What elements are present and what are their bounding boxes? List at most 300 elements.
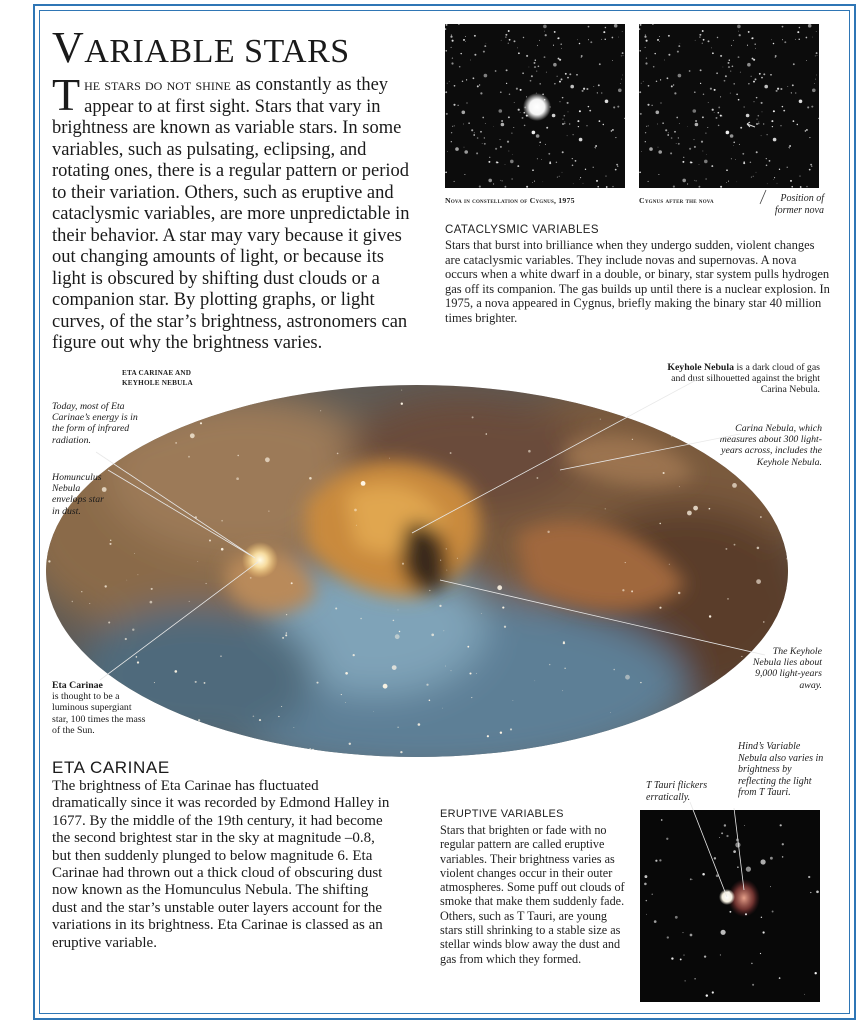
star-dot: [752, 984, 754, 986]
star-dot: [454, 85, 456, 87]
star-dot: [761, 135, 762, 136]
star-dot: [524, 106, 526, 108]
star-dot: [549, 664, 550, 665]
star-dot: [695, 40, 696, 41]
star-dot: [699, 164, 700, 165]
star-dot: [505, 34, 507, 36]
star-dot: [621, 55, 622, 56]
star-dot: [767, 134, 768, 135]
star-dot: [690, 878, 692, 880]
star-dot: [567, 102, 569, 104]
star-dot: [575, 160, 577, 162]
star-dot: [666, 838, 668, 840]
star-dot: [268, 511, 269, 512]
star-dot: [488, 161, 490, 163]
star-dot: [356, 525, 357, 526]
star-dot: [599, 63, 601, 65]
star-dot: [721, 930, 726, 935]
star-dot: [756, 97, 758, 99]
star-dot: [598, 84, 600, 86]
star-dot: [816, 890, 819, 893]
star-dot: [763, 73, 765, 75]
star-dot: [737, 866, 739, 868]
star-dot: [479, 186, 481, 188]
star-dot: [755, 48, 756, 49]
star-dot: [175, 442, 177, 444]
star-dot: [648, 181, 649, 182]
star-dot: [767, 183, 768, 184]
star-dot: [754, 43, 755, 44]
star-dot: [552, 114, 556, 118]
star-dot: [601, 92, 602, 93]
star-dot: [209, 539, 211, 541]
star-dot: [500, 91, 502, 93]
star-dot: [278, 716, 279, 717]
star-dot: [361, 481, 366, 486]
star-dot: [679, 123, 680, 124]
star-dot: [460, 53, 461, 54]
star-dot: [189, 601, 190, 602]
star-dot: [467, 646, 469, 648]
star-dot: [569, 73, 571, 75]
star-dot: [799, 176, 800, 177]
star-dot: [501, 120, 503, 122]
star-dot: [501, 40, 502, 41]
star-dot: [725, 548, 727, 550]
star-dot: [764, 85, 768, 89]
star-dot: [538, 65, 540, 67]
star-dot: [446, 113, 448, 115]
star-dot: [646, 57, 647, 58]
star-dot: [337, 453, 339, 455]
star-dot: [761, 102, 763, 104]
hinds-nebula-note: Hind’s Variable Nebula also varies in brightness by reflecting the light from T Tauri.: [738, 741, 824, 798]
star-dot: [393, 620, 395, 622]
star-dot: [553, 63, 557, 67]
star-dot: [762, 112, 763, 113]
keyhole-distance-text: The Keyhole Nebula lies about 9,000 light-years away.: [752, 646, 822, 691]
star-dot: [739, 34, 741, 36]
star-dot: [531, 75, 533, 77]
star-dot: [476, 152, 478, 154]
cataclysmic-heading: CATACLYSMIC VARIABLES: [445, 224, 599, 236]
star-dot: [747, 45, 748, 46]
star-dot: [734, 544, 736, 546]
star-dot: [816, 31, 817, 32]
star-dot: [442, 708, 443, 709]
star-dot: [779, 977, 781, 979]
star-dot: [743, 162, 745, 164]
star-dot: [811, 106, 813, 108]
star-dot: [701, 141, 703, 143]
star-dot: [645, 62, 647, 64]
nova-position-arrow: [747, 122, 755, 127]
star-dot: [716, 72, 718, 74]
star-dot: [652, 105, 653, 106]
star-dot: [614, 24, 618, 28]
star-dot: [622, 31, 623, 32]
star-dot: [782, 26, 784, 28]
star-dot: [631, 590, 633, 592]
star-dot: [474, 54, 476, 56]
star-dot: [811, 166, 812, 167]
star-dot: [683, 955, 684, 956]
star-dot: [740, 72, 741, 73]
star-dot: [685, 980, 686, 981]
star-dot: [345, 672, 348, 675]
star-dot: [108, 621, 110, 623]
star-dot: [791, 92, 792, 93]
star-dot: [446, 570, 447, 571]
star-dot: [443, 630, 444, 631]
title-rest: ARIABLE STARS: [84, 33, 350, 70]
star-dot: [777, 88, 779, 90]
star-dot: [809, 137, 810, 138]
star-dot: [669, 564, 670, 565]
star-dot: [795, 39, 796, 40]
star-dot: [445, 50, 447, 52]
star-dot: [542, 181, 543, 182]
star-dot: [694, 91, 696, 93]
star-dot: [536, 477, 538, 479]
star-dot: [576, 74, 578, 76]
star-dot: [489, 157, 490, 158]
star-dot: [761, 859, 766, 864]
star-dot: [464, 174, 465, 175]
star-dot: [450, 452, 452, 454]
star-dot: [450, 36, 452, 38]
star-dot: [726, 133, 727, 134]
star-dot: [445, 28, 446, 29]
star-dot: [756, 151, 758, 153]
star-dot: [167, 504, 168, 505]
star-dot: [625, 675, 630, 680]
star-dot: [659, 859, 661, 861]
star-dot: [812, 89, 816, 93]
star-dot: [780, 88, 782, 90]
star-dot: [462, 111, 466, 115]
star-dot: [708, 40, 710, 42]
star-dot: [570, 85, 574, 89]
star-dot: [418, 723, 421, 726]
star-dot: [622, 589, 624, 591]
star-dot: [704, 160, 708, 164]
star-dot: [618, 89, 622, 93]
star-dot: [526, 55, 528, 57]
star-dot: [656, 111, 660, 115]
star-dot: [286, 614, 287, 615]
star-dot: [605, 27, 607, 29]
star-dot: [573, 183, 574, 184]
star-dot: [660, 102, 661, 103]
star-dot: [689, 148, 691, 150]
star-dot: [586, 125, 587, 126]
star-dot: [451, 141, 452, 142]
star-dot: [733, 145, 734, 146]
star-dot: [746, 867, 751, 872]
star-dot: [510, 728, 512, 730]
star-dot: [812, 37, 813, 38]
intro-text: as constantly as they appear to at first sight. Stars that vary in brightness are known as variable stars. In some variables, such as pulsating, eclipsing, and rotating ones, there is a regular pattern or period to their variation. Others, such as eruptive and cataclysmic variables, are more unpredictable in their behavior. A star may vary because it gives out changing amounts of light, or because its light is obscured by shifting dust clouds or a companion star. By plotting graphs, or light curves, of the star’s brightness, astronomers can figure out why the brightness varies.: [52, 75, 410, 353]
star-dot: [716, 117, 718, 119]
star-dot: [793, 63, 795, 65]
star-dot: [472, 416, 474, 418]
star-dot: [808, 876, 810, 878]
star-dot: [291, 582, 293, 584]
star-dot: [563, 641, 565, 643]
star-dot: [335, 607, 337, 609]
star-dot: [795, 92, 796, 93]
star-dot: [706, 154, 707, 155]
star-dot: [451, 62, 453, 64]
star-dot: [617, 166, 618, 167]
eta-carinae-nebula-image: [46, 385, 788, 757]
star-dot: [562, 97, 564, 99]
star-dot: [816, 52, 818, 54]
star-dot: [756, 172, 757, 173]
star-dot: [774, 177, 775, 178]
eta-carinae-label-desc: is thought to be a luminous supergiant star, 100 times the mass of the Sun.: [52, 691, 146, 736]
star-dot: [747, 63, 751, 67]
star-dot: [744, 107, 745, 108]
star-dot: [717, 112, 719, 114]
star-dot: [597, 186, 599, 188]
star-dot: [612, 129, 614, 131]
star-dot: [546, 127, 548, 129]
star-dot: [554, 83, 555, 84]
star-dot: [729, 59, 730, 60]
starfield-t-tauri: [640, 810, 820, 1002]
star-dot: [589, 110, 591, 112]
eta-carinae-body: The brightness of Eta Carinae has fluctuated dramatically since it was recorded by Edmond Halley in 1677. By the middle of the 19th century, it had become the second brightest star in the sky at magnitude –0.8, but then suddenly plunged to below magnitude 6. Eta Carinae had thrown out a thick cloud of obscuring dust now known as the Homunculus Nebula. The shifting dust and the star’s unstable outer layers account for the variations in its brightness. Eta Carinae is classed as an eruptive variable.: [52, 778, 390, 951]
star-dot: [81, 591, 82, 592]
intro-lead: he stars do not shine: [84, 75, 231, 94]
star-dot: [733, 850, 736, 853]
infrared-label-text: Today, most of Eta Carinae’s energy is in the form of infrared radiation.: [52, 401, 138, 446]
star-dot: [150, 601, 153, 604]
star-dot: [744, 825, 745, 826]
star-dot: [534, 181, 535, 182]
star-dot: [520, 112, 521, 113]
star-dot: [724, 80, 726, 82]
star-dot: [195, 516, 197, 518]
eta-carinae-label: [52, 680, 148, 736]
star-dot: [474, 35, 476, 37]
star-dot: [458, 24, 459, 25]
star-dot: [593, 167, 594, 168]
star-dot: [615, 169, 617, 171]
star-dot: [789, 147, 790, 148]
star-dot: [711, 165, 713, 167]
star-dot: [431, 634, 434, 637]
star-dot: [451, 670, 452, 671]
star-dot: [471, 697, 472, 698]
star-dot: [612, 186, 613, 187]
nebula-caption: ETA CARINAE AND KEYHOLE NEBULA: [122, 369, 193, 387]
star-dot: [445, 171, 447, 173]
infrared-label: [52, 401, 152, 446]
star-dot: [671, 137, 673, 139]
star-dot: [473, 134, 475, 136]
star-dot: [652, 24, 653, 25]
star-dot: [504, 186, 506, 188]
star-dot: [561, 48, 562, 49]
star-dot: [737, 25, 741, 29]
star-dot: [782, 39, 783, 40]
star-dot: [543, 25, 547, 29]
star-dot: [586, 88, 588, 90]
star-dot: [760, 953, 761, 954]
star-dot: [349, 743, 351, 745]
star-dot: [476, 673, 477, 674]
star-dot: [286, 632, 288, 634]
star-dot: [696, 180, 697, 181]
star-dot: [792, 84, 794, 86]
star-dot: [673, 186, 675, 188]
star-dot: [800, 100, 801, 101]
star-dot: [751, 963, 753, 965]
star-dot: [680, 958, 682, 960]
star-dot: [815, 972, 817, 974]
star-dot: [673, 84, 674, 85]
star-dot: [236, 477, 239, 480]
star-dot: [514, 40, 516, 42]
star-dot: [702, 30, 704, 32]
star-dot: [132, 629, 134, 631]
star-dot: [746, 114, 750, 118]
star-dot: [639, 50, 641, 52]
star-dot: [682, 932, 683, 933]
star-dot: [600, 419, 601, 420]
star-dot: [285, 634, 287, 636]
star-dot: [751, 76, 752, 77]
star-dot: [652, 894, 653, 895]
star-dot: [671, 957, 673, 959]
star-dot: [616, 164, 618, 166]
star-dot: [703, 94, 704, 95]
star-dot: [253, 715, 255, 717]
starfield-before: [445, 24, 625, 188]
nova-after-caption: Cygnus after the nova: [639, 196, 714, 205]
star-dot: [110, 540, 111, 541]
star-dot: [773, 179, 774, 180]
star-dot: [195, 681, 197, 683]
star-dot: [564, 122, 565, 123]
star-dot: [791, 186, 793, 188]
star-dot: [790, 180, 792, 182]
star-dot: [674, 92, 676, 94]
star-dot: [488, 179, 492, 183]
star-dot: [782, 106, 783, 107]
star-dot: [497, 585, 502, 590]
star-dot: [647, 104, 649, 106]
star-dot: [720, 115, 722, 117]
star-dot: [733, 142, 735, 144]
star-dot: [557, 76, 558, 77]
star-dot: [810, 892, 811, 893]
t-tauri-note: T Tauri flickers erratically.: [646, 780, 708, 803]
star-dot: [710, 88, 712, 90]
star-dot: [693, 506, 698, 511]
star-dot: [470, 60, 471, 61]
star-dot: [731, 45, 732, 46]
intro-paragraph: [52, 69, 422, 355]
star-dot: [707, 127, 708, 128]
star-dot: [429, 590, 430, 591]
star-dot: [787, 86, 788, 87]
star-dot: [259, 719, 261, 721]
star-dot: [528, 450, 531, 453]
star-dot: [457, 558, 458, 559]
star-dot: [740, 127, 742, 129]
star-dot: [502, 607, 504, 609]
star-dot: [699, 36, 700, 37]
star-dot: [509, 94, 510, 95]
star-dot: [653, 66, 655, 68]
star-dot: [48, 560, 50, 562]
star-dot: [808, 24, 812, 28]
star-dot: [605, 39, 606, 40]
star-dot: [544, 99, 546, 101]
star-dot: [532, 131, 533, 132]
star-dot: [810, 164, 812, 166]
star-dot: [730, 134, 734, 138]
star-dot: [640, 113, 642, 115]
star-dot: [539, 83, 540, 84]
star-dot: [753, 81, 755, 83]
star-dot: [495, 70, 497, 72]
star-dot: [474, 132, 475, 133]
star-dot: [595, 147, 596, 148]
star-dot: [577, 39, 578, 40]
star-dot: [679, 486, 680, 487]
star-dot: [471, 129, 473, 131]
star-dot: [709, 508, 711, 510]
star-dot: [572, 165, 574, 167]
star-dot: [770, 857, 773, 860]
star-dot: [395, 634, 400, 639]
star-dot: [723, 67, 724, 68]
star-dot: [514, 102, 515, 103]
star-dot: [487, 735, 489, 737]
star-dot: [512, 154, 513, 155]
star-dot: [720, 954, 721, 955]
star-dot: [776, 90, 778, 92]
star-dot: [544, 56, 546, 58]
nova-after-photo: [639, 24, 819, 188]
star-dot: [451, 47, 452, 48]
star-dot: [463, 124, 464, 125]
star-dot: [674, 131, 676, 133]
star-dot: [518, 52, 520, 54]
homunculus-label-text: Homunculus Nebula envelops star in dust.: [52, 472, 104, 517]
star-dot: [452, 40, 454, 42]
star-dot: [341, 694, 342, 695]
star-dot: [702, 43, 703, 44]
star-dot: [773, 43, 775, 45]
star-dot: [582, 90, 584, 92]
star-dot: [766, 158, 767, 159]
star-dot: [567, 77, 569, 79]
star-dot: [678, 592, 680, 594]
star-dot: [545, 34, 547, 36]
star-dot: [510, 160, 514, 164]
star-dot: [557, 37, 559, 39]
star-dot: [687, 183, 688, 184]
star-dot: [648, 125, 649, 126]
star-dot: [563, 119, 564, 120]
star-dot: [770, 886, 771, 887]
